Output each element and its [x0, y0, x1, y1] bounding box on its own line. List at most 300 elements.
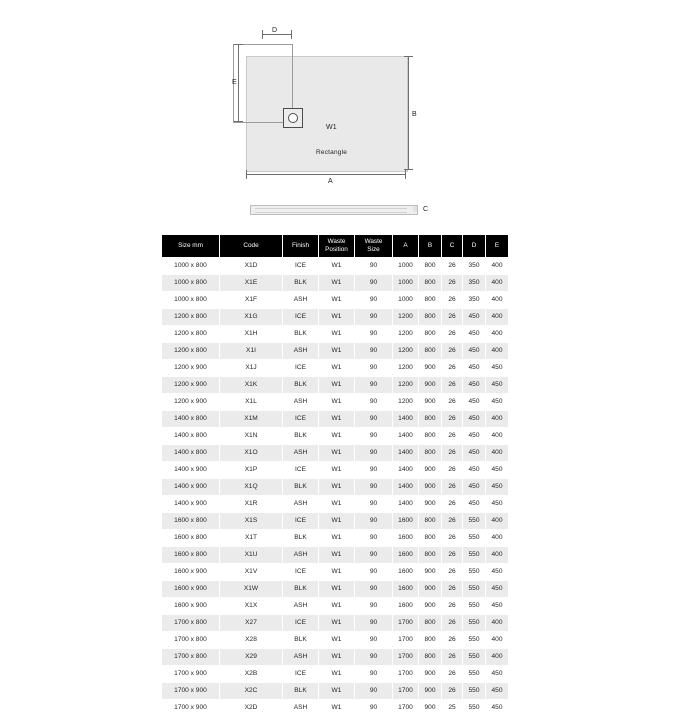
cell-waste-position: W1: [319, 258, 355, 275]
dimension-line-b: [408, 56, 409, 170]
cell-finish: ASH: [283, 496, 319, 513]
table-row: [162, 598, 509, 615]
cell-a: 1000: [393, 258, 419, 275]
column-header-finish: Finish: [283, 235, 319, 258]
cell-size: 1400 x 900: [162, 479, 220, 496]
cell-waste-position: W1: [319, 326, 355, 343]
cell-a: 1200: [393, 343, 419, 360]
cell-waste-size: 90: [355, 547, 393, 564]
cell-b: 800: [419, 309, 442, 326]
cell-code: X2B: [220, 666, 283, 683]
cell-e: 450: [486, 564, 509, 581]
cell-size: 1400 x 800: [162, 445, 220, 462]
cell-code: X1N: [220, 428, 283, 445]
cell-finish: ASH: [283, 700, 319, 717]
dimension-tick-e-top: [234, 44, 243, 45]
cell-size: 1000 x 800: [162, 292, 220, 309]
cell-b: 800: [419, 615, 442, 632]
cell-code: X2C: [220, 683, 283, 700]
cell-code: X29: [220, 649, 283, 666]
cell-waste-size: 90: [355, 462, 393, 479]
cell-waste-size: 90: [355, 343, 393, 360]
cell-b: 900: [419, 496, 442, 513]
cell-e: 400: [486, 292, 509, 309]
cell-d: 550: [463, 615, 486, 632]
cell-waste-position: W1: [319, 445, 355, 462]
cell-code: X27: [220, 615, 283, 632]
cell-waste-size: 90: [355, 326, 393, 343]
column-header-waste-size: [355, 235, 393, 258]
cell-code: X1G: [220, 309, 283, 326]
table-row: [162, 343, 509, 360]
cell-d: 450: [463, 428, 486, 445]
cell-b: 800: [419, 428, 442, 445]
cell-waste-size: 90: [355, 666, 393, 683]
cell-a: 1600: [393, 564, 419, 581]
cell-code: X1M: [220, 411, 283, 428]
table-row: [162, 275, 509, 292]
cell-size: 1700 x 900: [162, 666, 220, 683]
cell-waste-position: W1: [319, 275, 355, 292]
cell-b: 800: [419, 649, 442, 666]
cell-d: 450: [463, 445, 486, 462]
cell-c: 26: [442, 275, 463, 292]
cell-finish: BLK: [283, 275, 319, 292]
cell-e: 450: [486, 581, 509, 598]
cell-e: 400: [486, 411, 509, 428]
cell-e: 450: [486, 479, 509, 496]
cell-waste-size: 90: [355, 513, 393, 530]
table-row: [162, 700, 509, 717]
cell-waste-position: W1: [319, 666, 355, 683]
cell-d: 450: [463, 326, 486, 343]
cell-size: 1000 x 800: [162, 275, 220, 292]
table-row: [162, 547, 509, 564]
cell-c: 26: [442, 666, 463, 683]
table-row: [162, 292, 509, 309]
cell-c: 26: [442, 581, 463, 598]
cell-waste-position: W1: [319, 581, 355, 598]
cell-b: 800: [419, 445, 442, 462]
cell-a: 1700: [393, 700, 419, 717]
cell-e: 400: [486, 309, 509, 326]
cell-waste-size: 90: [355, 649, 393, 666]
cell-b: 900: [419, 394, 442, 411]
cell-code: X1W: [220, 581, 283, 598]
cell-waste-position: W1: [319, 411, 355, 428]
cell-c: 26: [442, 632, 463, 649]
cell-code: X1J: [220, 360, 283, 377]
cell-waste-size: 90: [355, 445, 393, 462]
cell-b: 900: [419, 666, 442, 683]
column-header-c: C: [442, 235, 463, 258]
cell-a: 1200: [393, 394, 419, 411]
cell-code: X1X: [220, 598, 283, 615]
cell-code: X1I: [220, 343, 283, 360]
tray-side-profile: [250, 205, 418, 215]
dimension-tick-a-left: [246, 170, 247, 179]
waste-position-line2: Position: [325, 246, 348, 253]
cell-b: 900: [419, 564, 442, 581]
dimension-tick-d-left: [262, 30, 263, 39]
cell-d: 350: [463, 292, 486, 309]
table-row: [162, 428, 509, 445]
cell-c: 26: [442, 496, 463, 513]
table-row: [162, 683, 509, 700]
waste-size-line2: Size: [367, 246, 380, 253]
cell-code: X1H: [220, 326, 283, 343]
cell-waste-size: 90: [355, 598, 393, 615]
cell-a: 1200: [393, 377, 419, 394]
cell-a: 1600: [393, 547, 419, 564]
cell-d: 450: [463, 496, 486, 513]
dimension-label-e: E: [232, 79, 237, 86]
dimension-label-c: C: [423, 206, 429, 213]
cell-d: 550: [463, 530, 486, 547]
cell-a: 1400: [393, 428, 419, 445]
cell-finish: ICE: [283, 258, 319, 275]
dimension-label-a: A: [328, 178, 333, 185]
cell-waste-size: 90: [355, 700, 393, 717]
cell-c: 26: [442, 615, 463, 632]
waste-size-line1: Waste: [364, 238, 383, 245]
cell-c: 26: [442, 547, 463, 564]
dimension-tick-e-bottom: [234, 121, 243, 122]
cell-code: X1K: [220, 377, 283, 394]
cell-c: 25: [442, 700, 463, 717]
cell-finish: ICE: [283, 564, 319, 581]
cell-a: 1600: [393, 598, 419, 615]
cell-e: 400: [486, 258, 509, 275]
cell-size: 1600 x 800: [162, 547, 220, 564]
cell-b: 800: [419, 530, 442, 547]
cell-d: 550: [463, 700, 486, 717]
cell-b: 800: [419, 292, 442, 309]
cell-c: 26: [442, 683, 463, 700]
cell-c: 26: [442, 343, 463, 360]
cell-waste-size: 90: [355, 377, 393, 394]
table-header-row: [162, 235, 509, 258]
cell-c: 26: [442, 598, 463, 615]
cell-finish: ICE: [283, 411, 319, 428]
cell-b: 900: [419, 479, 442, 496]
dimension-label-b: B: [412, 111, 417, 118]
cell-size: 1000 x 800: [162, 258, 220, 275]
table-row: [162, 258, 509, 275]
cell-finish: ASH: [283, 649, 319, 666]
cell-waste-size: 90: [355, 615, 393, 632]
cell-b: 800: [419, 326, 442, 343]
cell-code: X1F: [220, 292, 283, 309]
cell-b: 900: [419, 581, 442, 598]
cell-e: 400: [486, 649, 509, 666]
cell-code: X28: [220, 632, 283, 649]
cell-waste-position: W1: [319, 547, 355, 564]
cell-b: 800: [419, 411, 442, 428]
cell-code: X1R: [220, 496, 283, 513]
cell-waste-position: W1: [319, 394, 355, 411]
cell-finish: ICE: [283, 360, 319, 377]
cell-c: 26: [442, 377, 463, 394]
cell-d: 350: [463, 258, 486, 275]
cell-waste-position: W1: [319, 496, 355, 513]
cell-d: 450: [463, 411, 486, 428]
cell-code: X1T: [220, 530, 283, 547]
cell-d: 450: [463, 343, 486, 360]
cell-code: X1Q: [220, 479, 283, 496]
tray-profile-cap: [413, 206, 417, 212]
cell-size: 1200 x 900: [162, 394, 220, 411]
cell-a: 1200: [393, 360, 419, 377]
cell-finish: ICE: [283, 309, 319, 326]
specification-table: [161, 234, 509, 717]
cell-finish: BLK: [283, 479, 319, 496]
cell-waste-position: W1: [319, 360, 355, 377]
table-row: [162, 462, 509, 479]
cell-code: X2D: [220, 700, 283, 717]
cell-waste-size: 90: [355, 564, 393, 581]
column-header-b: B: [419, 235, 442, 258]
cell-waste-size: 90: [355, 411, 393, 428]
waste-circle-icon: [288, 113, 298, 123]
cell-code: X1E: [220, 275, 283, 292]
cell-e: 450: [486, 700, 509, 717]
cell-e: 400: [486, 632, 509, 649]
cell-code: X1P: [220, 462, 283, 479]
table-body: [162, 258, 509, 717]
cell-d: 550: [463, 547, 486, 564]
cell-size: 1700 x 800: [162, 632, 220, 649]
table-row: [162, 496, 509, 513]
cell-code: X1U: [220, 547, 283, 564]
cell-c: 26: [442, 445, 463, 462]
dimension-tick-b-top: [404, 56, 413, 57]
table-row: [162, 326, 509, 343]
cell-waste-position: W1: [319, 530, 355, 547]
cell-finish: ICE: [283, 666, 319, 683]
cell-e: 450: [486, 360, 509, 377]
cell-finish: BLK: [283, 530, 319, 547]
tray-profile-inner: [255, 208, 407, 213]
cell-d: 350: [463, 275, 486, 292]
cell-waste-size: 90: [355, 530, 393, 547]
cell-b: 900: [419, 360, 442, 377]
table-row: [162, 309, 509, 326]
cell-waste-position: W1: [319, 377, 355, 394]
cell-e: 450: [486, 666, 509, 683]
cell-finish: BLK: [283, 377, 319, 394]
cell-a: 1700: [393, 683, 419, 700]
cell-size: 1700 x 800: [162, 649, 220, 666]
cell-a: 1700: [393, 615, 419, 632]
table-row: [162, 530, 509, 547]
cell-size: 1600 x 800: [162, 513, 220, 530]
cell-size: 1600 x 800: [162, 530, 220, 547]
cell-a: 1400: [393, 445, 419, 462]
cell-size: 1700 x 900: [162, 700, 220, 717]
cell-e: 450: [486, 598, 509, 615]
cell-a: 1700: [393, 632, 419, 649]
cell-d: 450: [463, 394, 486, 411]
cell-code: X1V: [220, 564, 283, 581]
cell-finish: ICE: [283, 615, 319, 632]
cell-waste-size: 90: [355, 632, 393, 649]
cell-finish: ICE: [283, 462, 319, 479]
cell-a: 1000: [393, 292, 419, 309]
cell-waste-position: W1: [319, 343, 355, 360]
cell-e: 450: [486, 394, 509, 411]
cell-c: 26: [442, 462, 463, 479]
cell-c: 26: [442, 258, 463, 275]
cell-a: 1200: [393, 309, 419, 326]
cell-size: 1200 x 900: [162, 360, 220, 377]
cell-code: X1S: [220, 513, 283, 530]
cell-size: 1700 x 800: [162, 615, 220, 632]
cell-c: 26: [442, 360, 463, 377]
cell-size: 1600 x 900: [162, 581, 220, 598]
cell-a: 1700: [393, 649, 419, 666]
table-row: [162, 666, 509, 683]
cell-finish: ASH: [283, 445, 319, 462]
cell-b: 800: [419, 275, 442, 292]
cell-finish: ASH: [283, 292, 319, 309]
cell-b: 900: [419, 377, 442, 394]
cell-a: 1600: [393, 530, 419, 547]
cell-waste-size: 90: [355, 394, 393, 411]
cell-e: 400: [486, 530, 509, 547]
column-header-size: Size mm: [162, 235, 220, 258]
cell-size: 1400 x 800: [162, 428, 220, 445]
table-row: [162, 377, 509, 394]
waste-position-label: W1: [326, 124, 337, 131]
cell-e: 400: [486, 513, 509, 530]
cell-d: 550: [463, 683, 486, 700]
product-diagram: [0, 0, 675, 232]
table-row: [162, 445, 509, 462]
cell-d: 450: [463, 377, 486, 394]
cell-d: 550: [463, 513, 486, 530]
cell-a: 1400: [393, 411, 419, 428]
cell-e: 450: [486, 377, 509, 394]
cell-size: 1200 x 800: [162, 326, 220, 343]
cell-a: 1600: [393, 513, 419, 530]
cell-finish: BLK: [283, 683, 319, 700]
cell-finish: ASH: [283, 343, 319, 360]
cell-c: 26: [442, 479, 463, 496]
table-row: [162, 615, 509, 632]
cell-waste-size: 90: [355, 275, 393, 292]
cell-finish: BLK: [283, 581, 319, 598]
dimension-label-d: D: [272, 27, 278, 34]
cell-waste-size: 90: [355, 292, 393, 309]
cell-size: 1200 x 900: [162, 377, 220, 394]
cell-waste-size: 90: [355, 309, 393, 326]
cell-waste-size: 90: [355, 581, 393, 598]
cell-e: 400: [486, 326, 509, 343]
cell-waste-position: W1: [319, 700, 355, 717]
cell-d: 550: [463, 666, 486, 683]
cell-waste-position: W1: [319, 649, 355, 666]
column-header-waste-position: [319, 235, 355, 258]
cell-waste-position: W1: [319, 683, 355, 700]
dimension-tick-a-right: [405, 170, 406, 179]
cell-b: 900: [419, 462, 442, 479]
cell-finish: ASH: [283, 598, 319, 615]
cell-waste-size: 90: [355, 496, 393, 513]
cell-waste-size: 90: [355, 428, 393, 445]
dimension-line-a: [246, 174, 406, 175]
cell-waste-position: W1: [319, 513, 355, 530]
cell-a: 1400: [393, 479, 419, 496]
cell-b: 800: [419, 343, 442, 360]
cell-c: 26: [442, 394, 463, 411]
table-row: [162, 513, 509, 530]
cell-c: 26: [442, 326, 463, 343]
waste-outlet: [283, 108, 303, 128]
cell-b: 900: [419, 700, 442, 717]
dimension-line-e: [238, 44, 239, 122]
cell-finish: BLK: [283, 326, 319, 343]
column-header-e: E: [486, 235, 509, 258]
cell-b: 800: [419, 513, 442, 530]
cell-d: 550: [463, 632, 486, 649]
cell-size: 1200 x 800: [162, 343, 220, 360]
cell-b: 900: [419, 598, 442, 615]
cell-c: 26: [442, 530, 463, 547]
cell-e: 400: [486, 428, 509, 445]
cell-d: 450: [463, 360, 486, 377]
cell-a: 1400: [393, 462, 419, 479]
dimension-line-d: [262, 34, 292, 35]
cell-c: 26: [442, 411, 463, 428]
cell-d: 550: [463, 649, 486, 666]
cell-size: 1600 x 900: [162, 598, 220, 615]
cell-waste-position: W1: [319, 615, 355, 632]
cell-a: 1400: [393, 496, 419, 513]
waste-position-line1: Waste: [327, 238, 346, 245]
cell-waste-position: W1: [319, 428, 355, 445]
cell-size: 1400 x 900: [162, 462, 220, 479]
cell-waste-position: W1: [319, 292, 355, 309]
column-header-d: D: [463, 235, 486, 258]
table-row: [162, 564, 509, 581]
cell-c: 26: [442, 309, 463, 326]
cell-waste-position: W1: [319, 564, 355, 581]
cell-e: 400: [486, 547, 509, 564]
cell-c: 26: [442, 649, 463, 666]
cell-size: 1400 x 800: [162, 411, 220, 428]
table-row: [162, 649, 509, 666]
cell-waste-position: W1: [319, 479, 355, 496]
cell-a: 1600: [393, 581, 419, 598]
cell-code: X1O: [220, 445, 283, 462]
cell-e: 400: [486, 343, 509, 360]
cell-d: 550: [463, 564, 486, 581]
table-row: [162, 632, 509, 649]
cell-waste-position: W1: [319, 309, 355, 326]
cell-c: 26: [442, 513, 463, 530]
cell-size: 1400 x 900: [162, 496, 220, 513]
column-header-a: A: [393, 235, 419, 258]
cell-waste-size: 90: [355, 683, 393, 700]
cell-code: X1L: [220, 394, 283, 411]
table-row: [162, 411, 509, 428]
cell-size: 1200 x 800: [162, 309, 220, 326]
cell-finish: BLK: [283, 632, 319, 649]
dimension-tick-d-right: [291, 30, 292, 39]
cell-a: 1700: [393, 666, 419, 683]
cell-finish: ASH: [283, 547, 319, 564]
